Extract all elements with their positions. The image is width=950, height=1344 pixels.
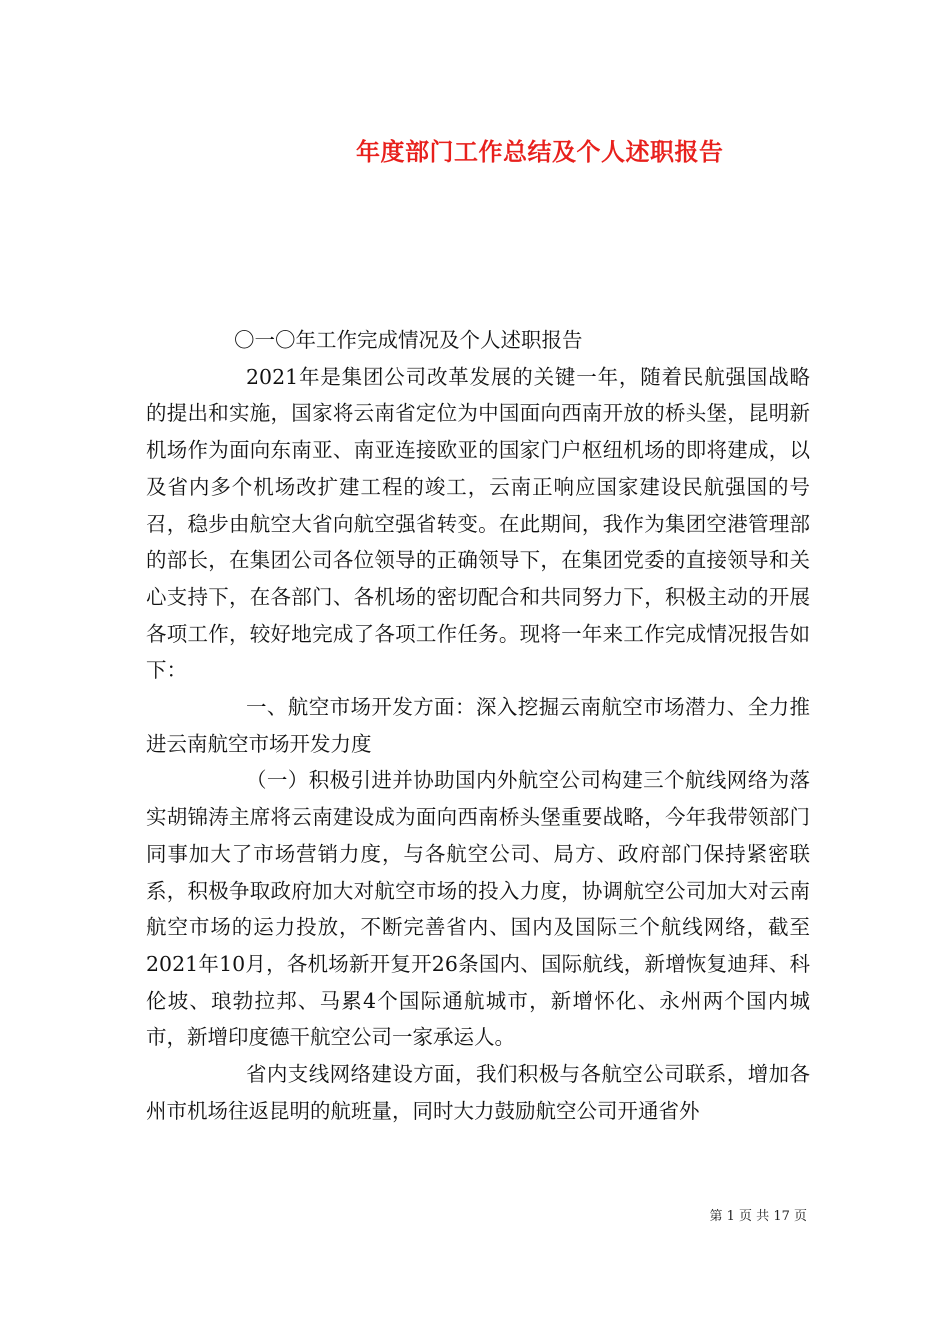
report-subtitle: 〇一〇年工作完成情况及个人述职报告 xyxy=(234,328,583,352)
document-body xyxy=(146,322,810,1129)
document-title: 年度部门工作总结及个人述职报告 xyxy=(356,137,724,166)
paragraph-provincial-network: 省内支线网络建设方面，我们积极与各航空公司联系，增加各州市机场往返昆明的航班量，同时大力鼓励航空公司开通省外 xyxy=(146,1062,810,1123)
paragraph-intro: 2021年是集团公司改革发展的关键一年，随着民航强国战略的提出和实施，国家将云南省定位为中国面向西南开放的桥头堡，昆明新机场作为面向东南亚、南亚连接欧亚的国家门户枢纽机场的即将建成，以及省内多个机场改扩建工程的竣工，云南正响应国家建设民航强国的号召，稳步由航空大省向航空强省转变。在此期间，我作为集团空港管理部的部长，在集团公司各位领导的正确领导下，在集团党委的直接领导和关心支持下，在各部门、各机场的密切配合和共同努力下，积极主动的开展各项工作，较好地完成了各项工作任务。现将一年来工作完成情况报告如下： xyxy=(146,364,810,683)
section-heading-market: 一、航空市场开发方面：深入挖掘云南航空市场潜力、全力推进云南航空市场开发力度 xyxy=(146,695,810,756)
paragraph-route-network: （一）积极引进并协助国内外航空公司构建三个航线网络为落实胡锦涛主席将云南建设成为面向西南桥头堡重要战略，今年我带领部门同事加大了市场营销力度，与各航空公司、局方、政府部门保持紧密联系，积极争取政府加大对航空市场的投入力度，协调航空公司加大对云南航空市场的运力投放，不断完善省内、国内及国际三个航线网络，截至2021年10月，各机场新开复开26条国内、国际航线，新增恢复迪拜、科伦坡、琅勃拉邦、马累4个国际通航城市，新增怀化、永州两个国内城市，新增印度德干航空公司一家承运人。 xyxy=(146,768,810,1050)
page-number-footer: 第 1 页 共 17 页 xyxy=(709,1209,807,1224)
